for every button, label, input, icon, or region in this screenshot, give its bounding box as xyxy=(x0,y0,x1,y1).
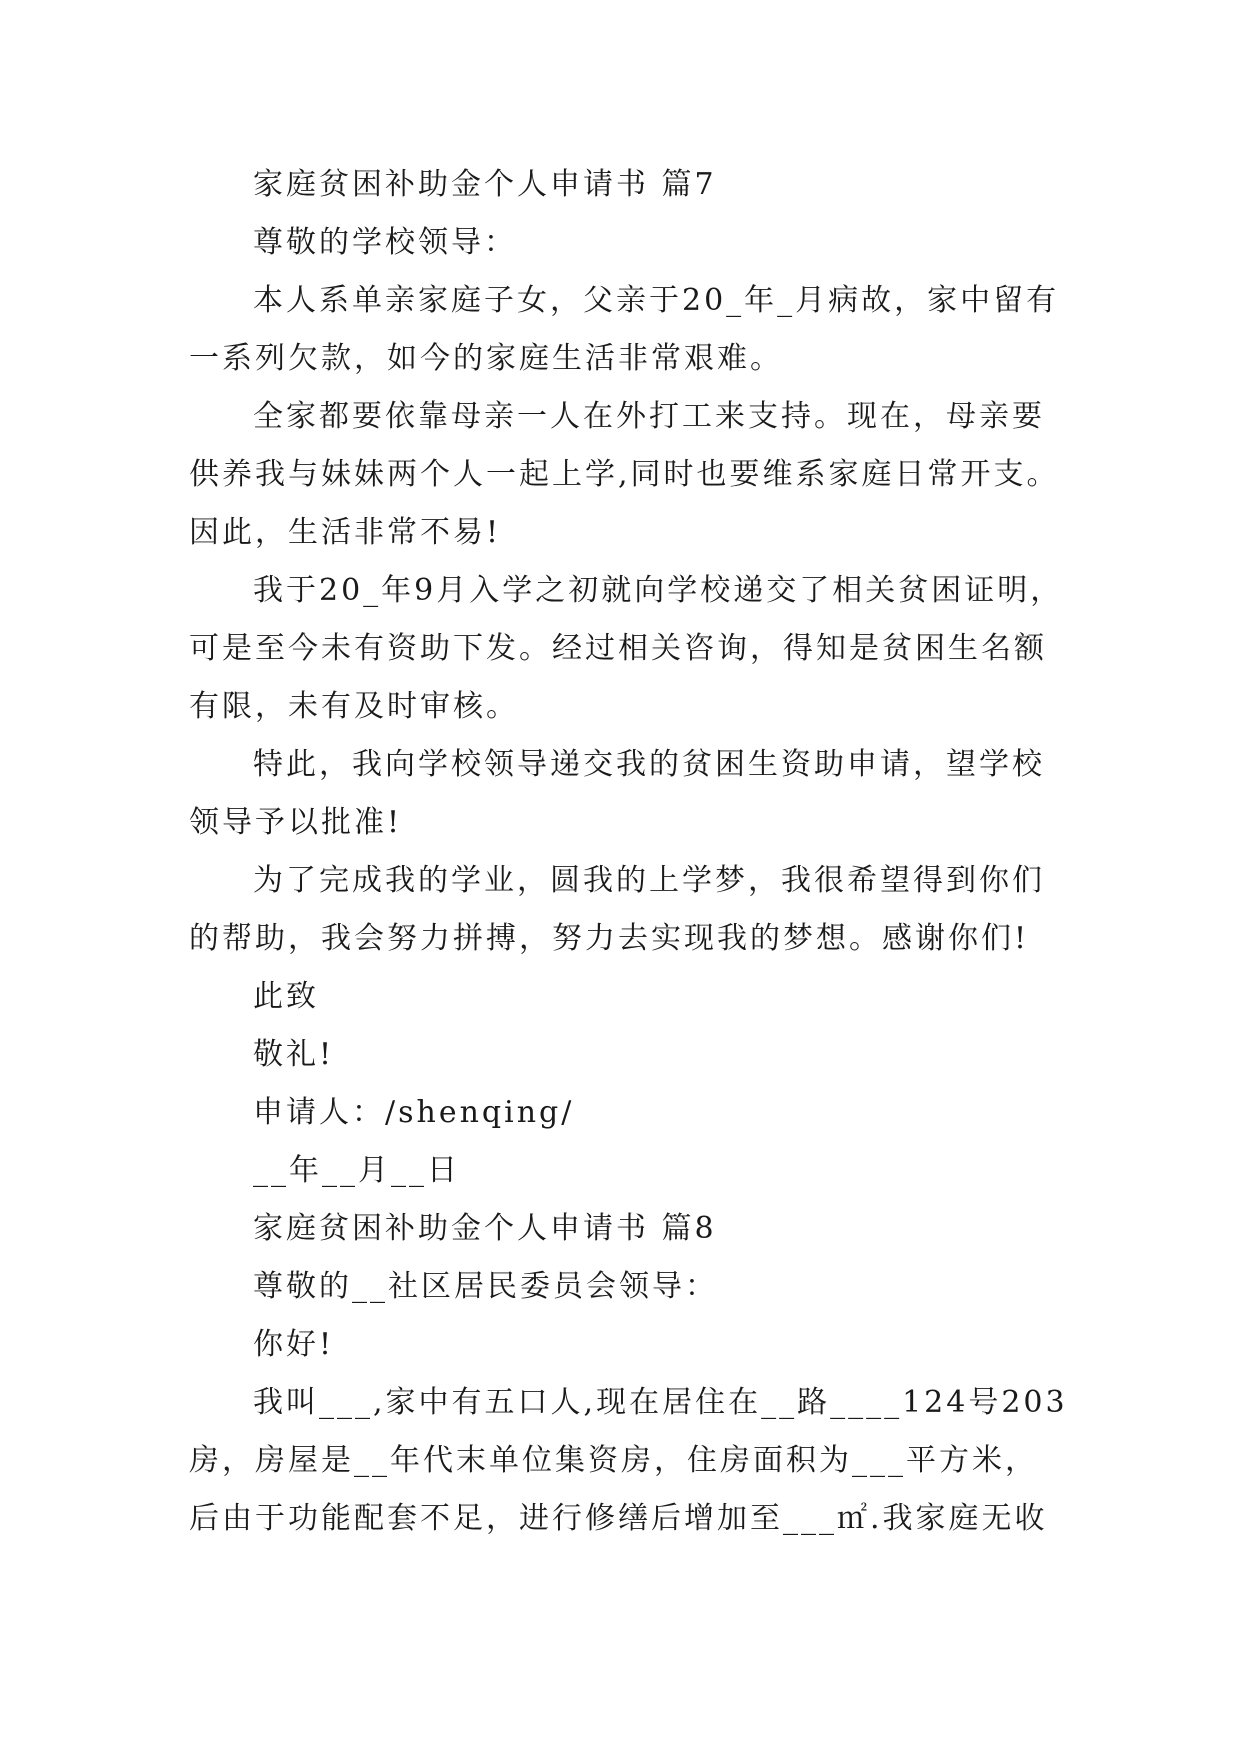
paragraph-line: 的帮助，我会努力拼搏，努力去实现我的梦想。感谢你们! xyxy=(189,921,1030,956)
section-title-8: 家庭贫困补助金个人申请书 篇8 xyxy=(253,1211,717,1246)
paragraph-line: 房，房屋是__年代末单位集资房，住房面积为___平方米， xyxy=(189,1443,1038,1478)
paragraph-line: 全家都要依靠母亲一人在外打工来支持。现在，母亲要 xyxy=(253,399,1045,434)
paragraph-line: 有限，未有及时审核。 xyxy=(189,689,519,724)
salutation: 尊敬的学校领导： xyxy=(253,225,517,260)
closing-line: 此致 xyxy=(253,979,319,1014)
section-title-7: 家庭贫困补助金个人申请书 篇7 xyxy=(253,167,717,202)
closing-line: 敬礼! xyxy=(253,1037,335,1072)
paragraph-line: 为了完成我的学业，圆我的上学梦，我很希望得到你们 xyxy=(253,863,1045,898)
paragraph-line: 我于20_年9月入学之初就向学校递交了相关贫困证明， xyxy=(253,573,1064,608)
document-body xyxy=(189,156,1068,1548)
paragraph-line: 本人系单亲家庭子女，父亲于20_年_月病故，家中留有 xyxy=(253,283,1060,318)
paragraph-line: 供养我与妹妹两个人一起上学,同时也要维系家庭日常开支。 xyxy=(189,457,1060,492)
applicant-line: 申请人：/shenqing/ xyxy=(253,1095,575,1130)
date-line: __年__月__日 xyxy=(253,1153,460,1188)
paragraph-line: 特此，我向学校领导递交我的贫困生资助申请，望学校 xyxy=(253,747,1045,782)
paragraph-line: 可是至今未有资助下发。经过相关咨询，得知是贫困生名额 xyxy=(189,631,1047,666)
paragraph-line: 领导予以批准! xyxy=(189,805,403,840)
paragraph-line: 我叫___,家中有五口人,现在居住在__路____124号203 xyxy=(253,1385,1068,1420)
paragraph-line: 因此，生活非常不易! xyxy=(189,515,502,550)
paragraph-line: 一系列欠款，如今的家庭生活非常艰难。 xyxy=(189,341,783,376)
greeting: 你好! xyxy=(253,1327,335,1362)
salutation: 尊敬的__社区居民委员会领导： xyxy=(253,1269,718,1304)
paragraph-line: 后由于功能配套不足，进行修缮后增加至___㎡.我家庭无收 xyxy=(189,1501,1048,1536)
